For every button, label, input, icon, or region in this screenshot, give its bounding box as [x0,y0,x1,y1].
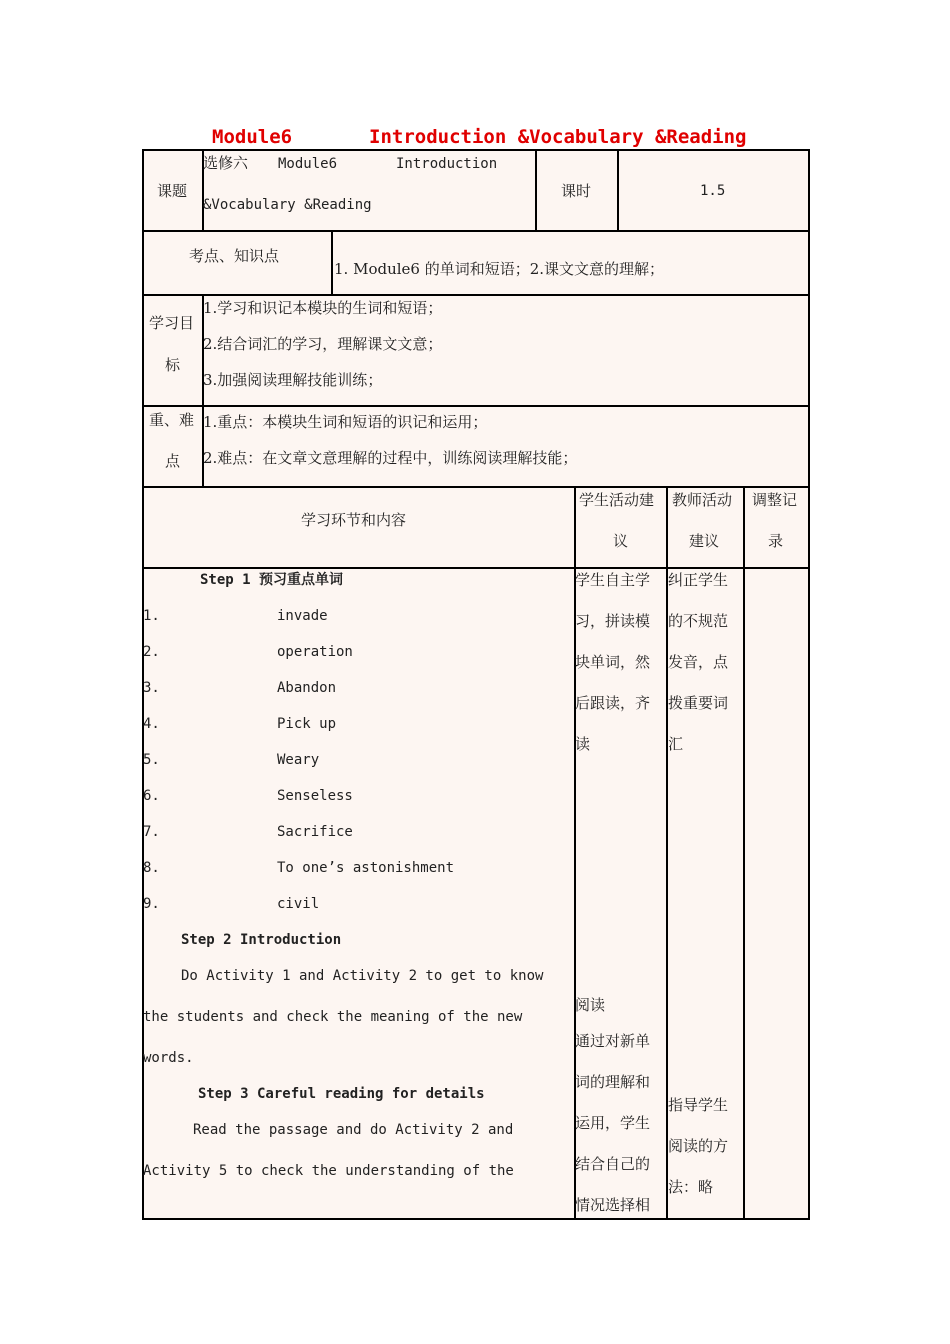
word-num: 8. [143,860,160,876]
topic-label: 课题 [157,182,188,200]
student-note: 块单词，然 [575,653,651,671]
step2-heading: Step 2 Introduction [181,932,342,948]
header-student-2: 议 [613,532,629,550]
header-teacher-1: 教师活动 [672,491,733,509]
header-teacher-2: 建议 [689,532,720,550]
student-note: 词的理解和 [575,1073,651,1091]
word-item: To one’s astonishment [277,860,455,876]
objective-item: 3.加强阅读理解技能训练； [203,371,383,389]
teacher-note: 法：略 [668,1178,714,1196]
page-title [0,126,950,150]
student-note: 读 [575,735,591,753]
word-item: operation [277,644,353,660]
key-point-item: 1.重点：本模块生词和短语的识记和运用； [203,413,488,431]
topic-value-line2: &Vocabulary &Reading [203,197,372,213]
objective-item: 2.结合词汇的学习，理解课文文意； [203,335,443,353]
student-note: 学生自主学 [575,571,651,589]
step2-text: the students and check the meaning of the new [143,1009,523,1025]
student-note: 阅读 [575,996,606,1014]
step3-text: Read the passage and do Activity 2 and [193,1122,514,1138]
word-num: 7. [143,824,160,840]
title-module: Module6 [212,126,293,148]
teacher-note: 发音，点 [668,653,729,671]
step3-text: Activity 5 to check the understanding of the [143,1163,514,1179]
key-points-label-1: 重、难 [149,411,195,429]
teacher-note: 阅读的方 [668,1137,729,1155]
title-rest: Introduction &Vocabulary &Reading [369,126,747,148]
student-note: 情况选择相 [575,1196,651,1214]
teacher-note: 拨重要词 [668,694,729,712]
word-num: 1. [143,608,160,624]
step2-text: words. [143,1050,194,1066]
word-num: 9. [143,896,160,912]
header-adjust-1: 调整记 [752,491,798,509]
word-item: Pick up [277,716,337,732]
objectives-label-2: 标 [165,356,181,374]
word-item: civil [277,896,320,912]
word-num: 6. [143,788,160,804]
objective-item: 1.学习和识记本模块的生词和短语； [203,299,443,317]
word-num: 4. [143,716,160,732]
word-item: Abandon [277,680,337,696]
student-note: 后跟读，齐 [575,694,651,712]
objectives-label-1: 学习目 [149,314,195,332]
key-point-item: 2.难点：在文章文意理解的过程中，训练阅读理解技能； [203,449,578,467]
step3-heading: Step 3 Careful reading for details [198,1086,485,1102]
teacher-note: 指导学生 [668,1096,729,1114]
header-adjust-2: 录 [768,532,784,550]
word-num: 3. [143,680,160,696]
knowledge-content: 1. Module6 的单词和短语；2.课文文意的理解； [334,260,665,278]
word-item: Senseless [277,788,353,804]
topic-value-b: Module6 [278,156,338,172]
student-note: 结合自己的 [575,1155,651,1173]
word-num: 2. [143,644,160,660]
topic-value-c: Introduction [396,156,498,172]
student-note: 习，拼读模 [575,612,651,630]
teacher-note: 纠正学生 [668,571,729,589]
student-note: 运用，学生 [575,1114,651,1132]
word-item: Sacrifice [277,824,353,840]
hours-label: 课时 [561,182,592,200]
header-student-1: 学生活动建 [579,491,655,509]
hours-value: 1.5 [700,183,726,199]
key-points-label-2: 点 [165,452,181,470]
word-item: Weary [277,752,320,768]
step1-heading: Step 1 预习重点单词 [200,572,344,588]
word-num: 5. [143,752,160,768]
teacher-note: 的不规范 [668,612,729,630]
knowledge-label: 考点、知识点 [189,247,280,265]
step2-text: Do Activity 1 and Activity 2 to get to know [181,968,544,984]
header-content: 学习环节和内容 [301,511,407,529]
teacher-note: 汇 [668,735,684,753]
word-item: invade [277,608,328,624]
student-note: 通过对新单 [575,1032,651,1050]
topic-value-a: 选修六 [203,154,249,172]
